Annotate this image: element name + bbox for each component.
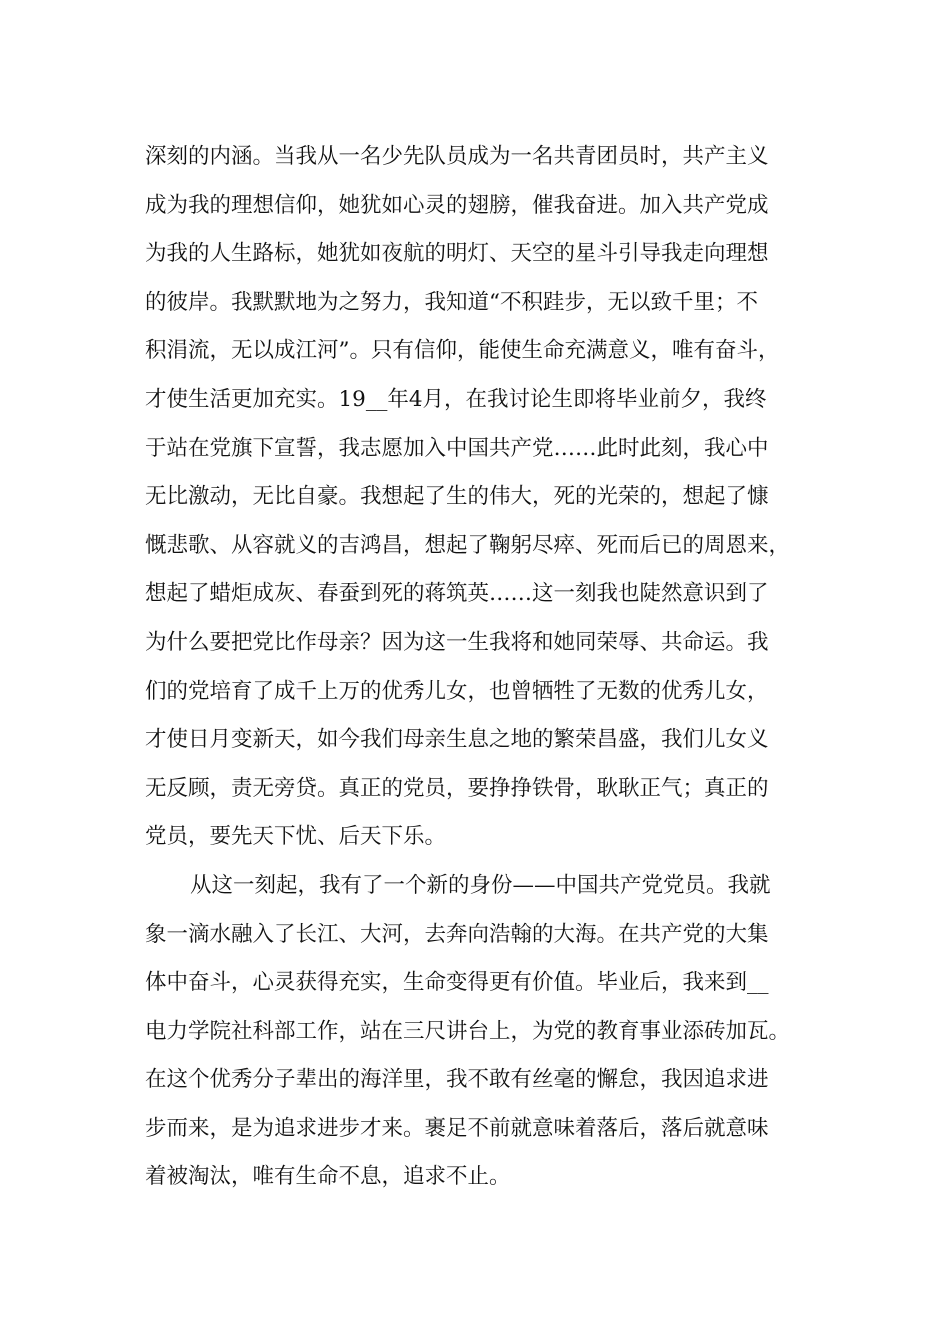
text-line: 为我的人生路标，她犹如夜航的明灯、天空的星斗引导我走向理想 (145, 241, 769, 267)
text-line: 慨悲歌、从容就义的吉鸿昌，想起了鞠躬尽瘁、死而后已的周恩来， (145, 532, 791, 558)
text-line: 的彼岸。我默默地为之努力，我知道“不积跬步，无以致千里；不 (145, 289, 758, 315)
text-line: 在这个优秀分子辈出的海洋里，我不敢有丝毫的懈怠，我因追求进 (145, 1067, 769, 1093)
text-line: 积涓流，无以成江河”。只有信仰，能使生命充满意义，唯有奋斗， (145, 338, 780, 364)
text-line: 步而来，是为追求进步才来。裹足不前就意味着落后，落后就意味 (145, 1115, 769, 1141)
text-line: 才使生活更加充实。19__年4月，在我讨论生即将毕业前夕，我终 (145, 386, 767, 412)
text-line: 才使日月变新天，如今我们母亲生息之地的繁荣昌盛，我们儿女义 (145, 727, 769, 753)
text-line: 于站在党旗下宣誓，我志愿加入中国共产党……此时此刻，我心中 (145, 435, 769, 461)
document-body (145, 133, 815, 1202)
text-line: 象一滴水融入了长江、大河，去奔向浩翰的大海。在共产党的大集 (145, 921, 769, 947)
text-line: 电力学院社科部工作，站在三尺讲台上，为党的教育事业添砖加瓦。 (145, 1018, 791, 1044)
paragraph-2 (145, 862, 815, 1202)
text-line: 体中奋斗，心灵获得充实，生命变得更有价值。毕业后，我来到__ (145, 970, 769, 996)
text-line: 无反顾，责无旁贷。真正的党员，要挣挣铁骨，耿耿正气；真正的 (145, 775, 769, 801)
text-line: 着被淘汰，唯有生命不息，追求不止。 (145, 1164, 511, 1190)
text-line-indented: 从这一刻起，我有了一个新的身份——中国共产党党员。我就 (190, 872, 771, 898)
text-line: 深刻的内涵。当我从一名少先队员成为一名共青团员时，共产主义 (145, 144, 769, 169)
paragraph-1 (145, 133, 815, 862)
text-line: 为什么要把党比作母亲？因为这一生我将和她同荣辱、共命运。我 (145, 629, 769, 655)
text-line: 党员，要先天下忧、后天下乐。 (145, 824, 447, 850)
text-line: 无比激动，无比自豪。我想起了生的伟大，死的光荣的，想起了慷 (145, 484, 769, 510)
text-line: 想起了蜡炬成灰、春蚕到死的蒋筑英……这一刻我也陡然意识到了 (145, 581, 769, 607)
text-line: 们的党培育了成千上万的优秀儿女，也曾牺牲了无数的优秀儿女， (145, 678, 769, 704)
text-line: 成为我的理想信仰，她犹如心灵的翅膀，催我奋进。加入共产党成 (145, 192, 769, 218)
